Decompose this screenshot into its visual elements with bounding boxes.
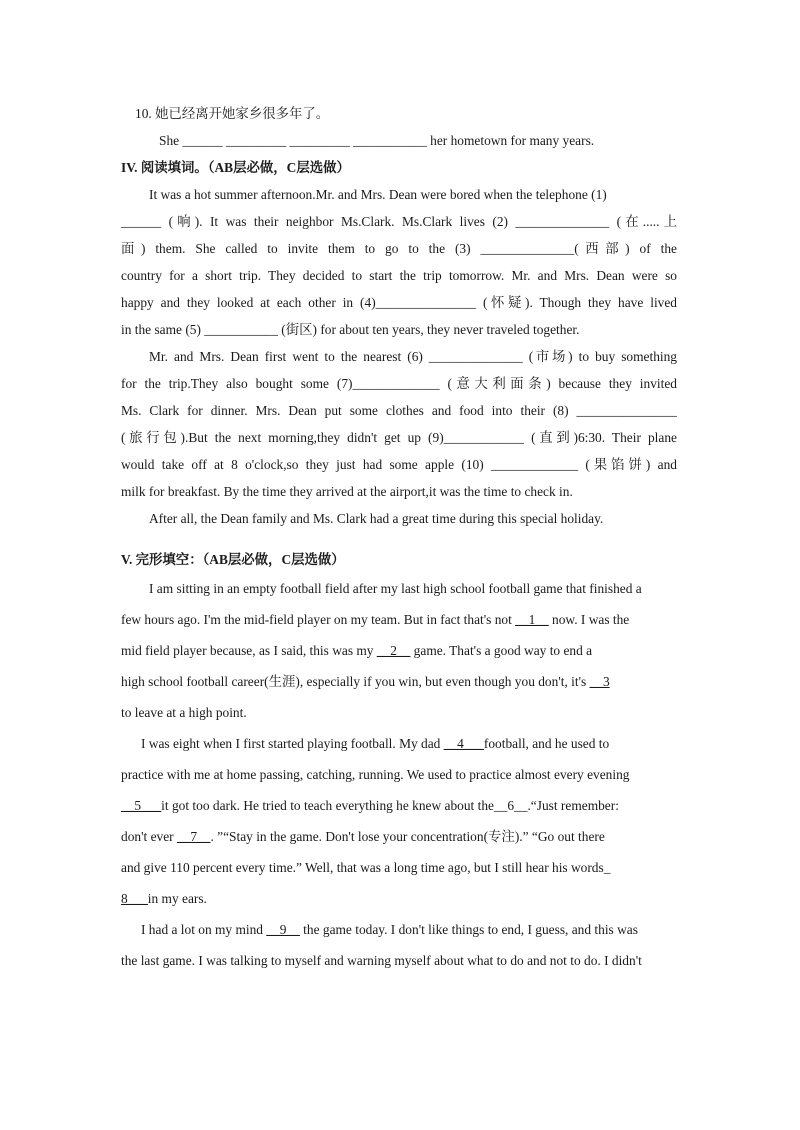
cloze-line: practice with me at home passing, catching, running. We used to practice almost every evening xyxy=(121,767,630,782)
passage-line: country for a short trip. They decided to start the trip tomorrow. Mr. and Mrs. Dean were so xyxy=(121,268,677,283)
section4-title: IV. 阅读填词。（AB层必做，C层选做） xyxy=(121,160,350,175)
passage-line: Ms. Clark for dinner. Mrs. Dean put some clothes and food into their (8) _______________ xyxy=(121,403,677,418)
passage-line: happy and they looked at each other in (4)_______________ (怀疑). Though they have lived xyxy=(121,295,677,310)
section5-passage xyxy=(121,573,677,976)
blank-4: __4___ xyxy=(443,736,484,751)
worksheet-content xyxy=(121,100,677,976)
passage-line: for the trip.They also bought some (7)_____________ (意大利面条) because they invited xyxy=(121,376,677,391)
blank-2: __2__ xyxy=(376,643,411,658)
cloze-line: I had a lot on my mind __9__ the game today. I don't like things to end, I guess, and this was xyxy=(141,922,638,937)
cloze-line: to leave at a high point. xyxy=(121,705,247,720)
cloze-line: high school football career(生涯), especially if you win, but even though you don't, it's __3 xyxy=(121,674,610,689)
passage-line: It was a hot summer afternoon.Mr. and Mrs. Dean were bored when the telephone (1) xyxy=(149,187,607,202)
blank-3: __3 xyxy=(589,674,610,689)
q10-prompt: 10. 她已经离开她家乡很多年了。 xyxy=(135,106,330,121)
cloze-line: the last game. I was talking to myself and warning myself about what to do and not to do. I didn't xyxy=(121,953,642,968)
passage-line: Mr. and Mrs. Dean first went to the nearest (6) ______________ (市场) to buy something xyxy=(149,349,677,364)
cloze-line: and give 110 percent every time.” Well, that was a long time ago, but I still hear his words_ xyxy=(121,860,611,875)
passage-line: 面) them. She called to invite them to go to the (3) ______________(西部) of the xyxy=(121,241,677,256)
cloze-line: I was eight when I first started playing football. My dad __4___football, and he used to xyxy=(141,736,610,751)
passage-line: After all, the Dean family and Ms. Clark had a great time during this special holiday. xyxy=(149,511,604,526)
passage-line: milk for breakfast. By the time they arrived at the airport,it was the time to check in. xyxy=(121,484,573,499)
cloze-line: __5___it got too dark. He tried to teach everything he knew about the__6__.“Just remember: xyxy=(121,798,619,813)
blank-7: __7__ xyxy=(176,829,211,844)
cloze-line: 8___in my ears. xyxy=(121,891,207,906)
cloze-line: mid field player because, as I said, this was my __2__ game. That's a good way to end a xyxy=(121,643,593,658)
blank-8: 8___ xyxy=(121,891,148,906)
passage-line: ______ (响). It was their neighbor Ms.Clark. Ms.Clark lives (2) ______________ (在.....上 xyxy=(121,214,677,229)
section4-passage xyxy=(121,181,677,532)
q10-answer-line: She ______ _________ _________ ___________ her hometown for many years. xyxy=(159,133,595,148)
section5-title: V. 完形填空：（AB层必做，C层选做） xyxy=(121,552,345,567)
blank-1: __1__ xyxy=(515,612,549,627)
blank-5: __5___ xyxy=(121,798,162,813)
passage-line: would take off at 8 o'clock,so they just had some apple (10) _____________ (果馅饼) and xyxy=(121,457,677,472)
cloze-line: don't ever __7__. ”“Stay in the game. Don't lose your concentration(专注).” “Go out there xyxy=(121,829,605,844)
cloze-line: I am sitting in an empty football field after my last high school football game that finished a xyxy=(149,581,642,596)
blank-9: __9__ xyxy=(266,922,300,937)
passage-line: in the same (5) ___________ (街区) for about ten years, they never traveled together. xyxy=(121,322,580,337)
passage-line: (旅行包).But the next morning,they didn't get up (9)____________ (直到)6:30. Their plane xyxy=(121,430,677,445)
cloze-line: few hours ago. I'm the mid-field player on my team. But in fact that's not __1__ now. I was the xyxy=(121,612,630,627)
